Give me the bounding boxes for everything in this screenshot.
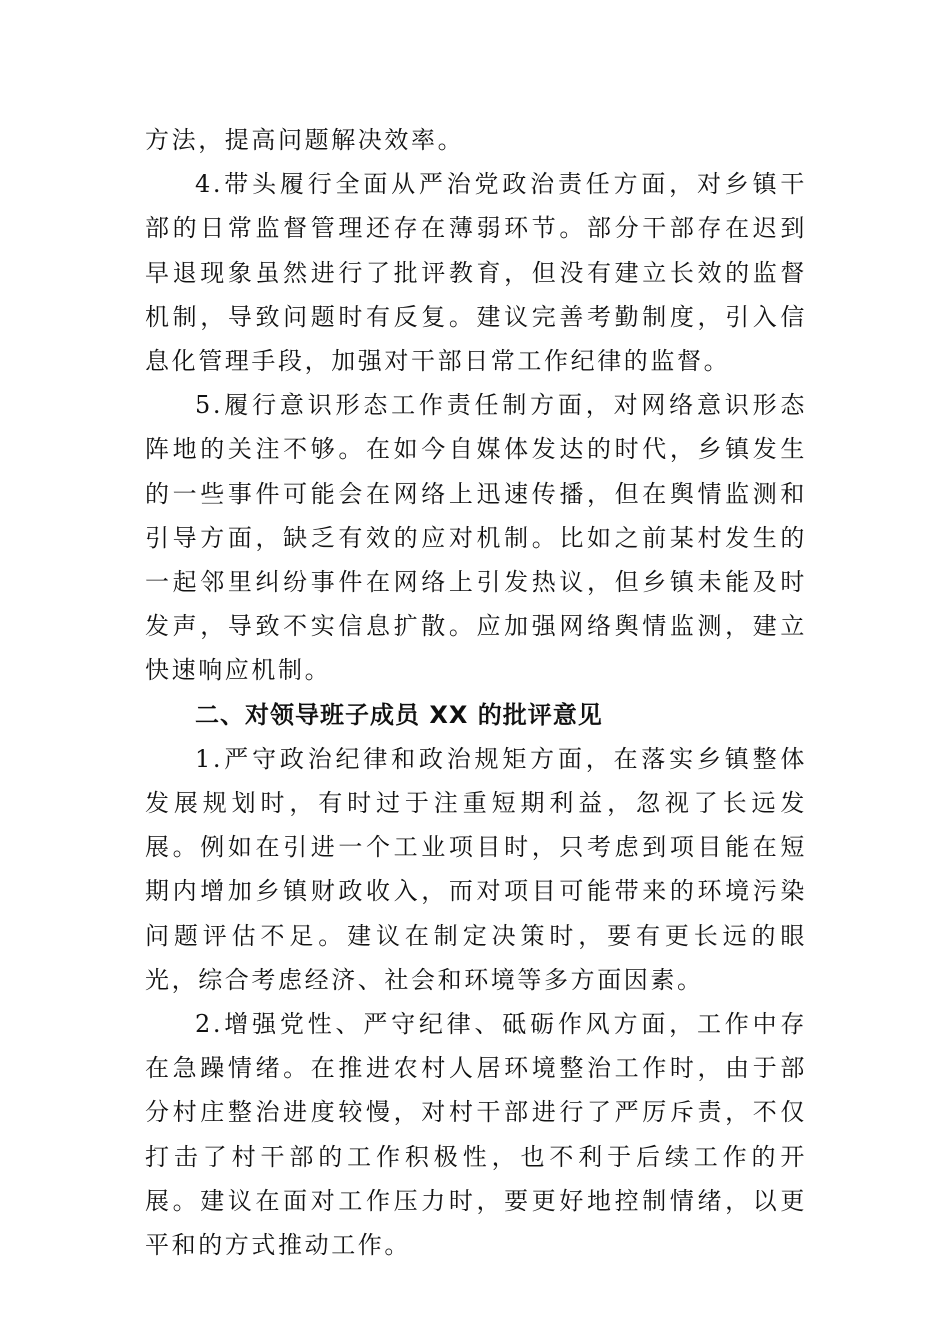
paragraph-continuation: 方法，提高问题解决效率。 (145, 126, 465, 154)
paragraph-item-4: 4.带头履行全面从严治党政治责任方面，对乡镇干部的日常监督管理还存在薄弱环节。部分干部存在迟到早退现象虽然进行了批评教育，但没有建立长效的监督机制，导致问题时有反复。建议完善考勤制度，引入信息化管理手段，加强对干部日常工作纪律的监督。 (145, 170, 807, 376)
paragraph-item-5: 5.履行意识形态工作责任制方面，对网络意识形态阵地的关注不够。在如今自媒体发达的时代，乡镇发生的一些事件可能会在网络上迅速传播，但在舆情监测和引导方面，缺乏有效的应对机制。比如之前某村发生的一起邻里纠纷事件在网络上引发热议，但乡镇未能及时发声，导致不实信息扩散。应加强网络舆情监测，建立快速响应机制。 (145, 391, 807, 685)
paragraph-section2-item-1: 1.严守政治纪律和政治规矩方面，在落实乡镇整体发展规划时，有时过于注重短期利益，忽视了长远发展。例如在引进一个工业项目时，只考虑到项目能在短期内增加乡镇财政收入，而对项目可能带来的环境污染问题评估不足。建议在制定决策时，要有更长远的眼光，综合考虑经济、社会和环境等多方面因素。 (145, 744, 807, 994)
paragraph-section2-item-2: 2.增强党性、严守纪律、砥砺作风方面，工作中存在急躁情绪。在推进农村人居环境整治工作时，由于部分村庄整治进度较慢，对村干部进行了严厉斥责，不仅打击了村干部的工作积极性，也不利于后续工作的开展。建议在面对工作压力时，要更好地控制情绪，以更平和的方式推动工作。 (145, 1010, 807, 1260)
document-body (145, 118, 807, 1267)
section-heading: 二、对领导班子成员 XX 的批评意见 (195, 700, 603, 729)
